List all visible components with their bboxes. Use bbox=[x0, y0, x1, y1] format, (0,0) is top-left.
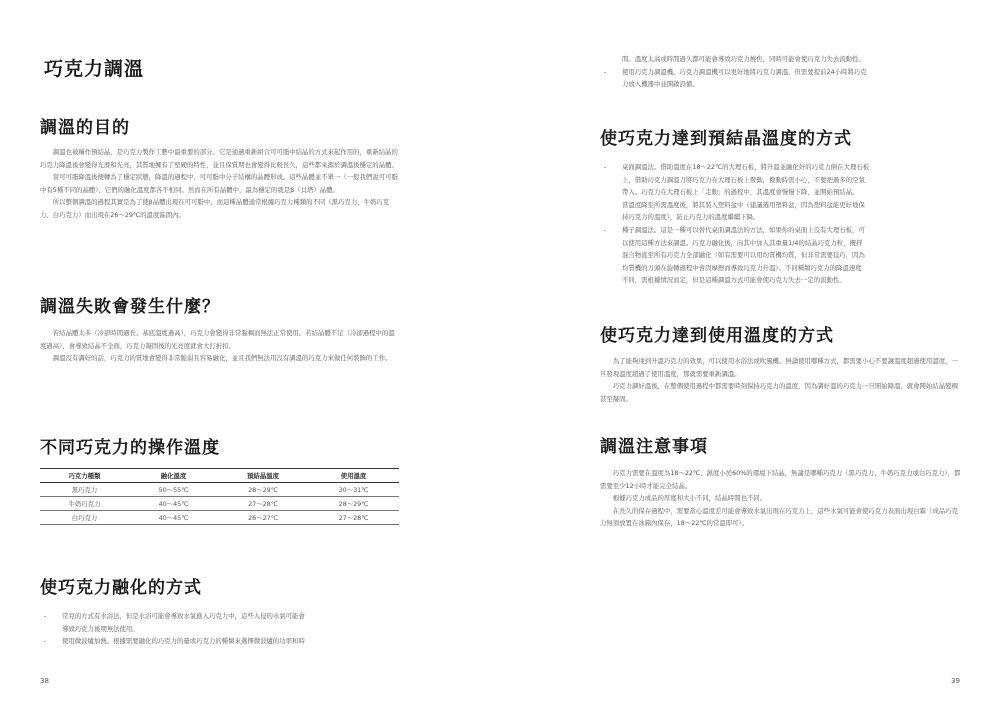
section-body-purpose bbox=[40, 146, 400, 222]
list-item-line: 種子調溫法。這是一種可以替代桌面調溫法的方法，如果你的桌面上沒有大理石板，可 bbox=[622, 225, 865, 234]
section-heading-notes: 調溫注意事項 bbox=[600, 437, 708, 457]
column-header: 使用溫度 bbox=[308, 469, 399, 483]
list-item-line: 常見的方式有水浴法，但是水浴可能會導致水氣進入巧克力中，這些入侵的水氣可能會 bbox=[62, 612, 305, 620]
list-item bbox=[600, 66, 965, 91]
paragraph: 若結晶體太多（冷卻時間過長、基底溫度過高），巧克力會變得非常黏稠而無法正常使用。若結晶體不足（冷卻過程中的溫度過高），會導致結晶不全面，巧克力凝固後的光亮度就會大打折扣。 bbox=[40, 329, 395, 350]
section-heading-failure: 調溫失敗會發生什麼？ bbox=[40, 297, 220, 317]
continued-list bbox=[600, 53, 965, 91]
table-cell: 28～29℃ bbox=[218, 483, 308, 497]
paragraph: 調溫沒有調好的話，巧克力的質地會變得非常脆弱且容易融化，並且我們無法用沒有調溫的巧克力來做任何裝飾的工作。 bbox=[52, 354, 392, 363]
paragraph: 所以整個調溫的過程其實是為了使β晶體出現在可可脂中，而這種晶體通常根據巧克力種類的不同（黑巧克力、牛奶巧克力、白巧克力）而出現在26～29℃的溫度區間內。 bbox=[40, 198, 390, 219]
list-item-line: 不同，需根據情況而定，但是這種調溫方式可能會使巧克力失去一定的流動性。 bbox=[622, 276, 846, 285]
list-item bbox=[40, 635, 402, 648]
paragraph: 為了能夠達到升溫巧克力的效果，可以使用水浴法或吹風機。無論使用哪種方式，都需要小心不要讓溫度超過使用溫度，一旦發現溫度超過了使用溫度，那就需要重新調溫。 bbox=[600, 357, 958, 378]
list-item bbox=[600, 53, 965, 66]
list-item-line: 均質機的刀頭在旋轉過程中會因摩擦而導致巧克力升溫）。不同種類巧克力的降溫速度 bbox=[622, 263, 862, 272]
list-item bbox=[600, 224, 965, 287]
table-cell: 40～45℃ bbox=[129, 511, 218, 525]
section-heading-temperatures: 不同巧克力的操作溫度 bbox=[40, 438, 220, 458]
column-header: 預結晶溫度 bbox=[218, 469, 308, 483]
table-cell: 30～31℃ bbox=[308, 483, 399, 497]
table-cell: 牛奶巧克力 bbox=[40, 497, 129, 511]
list-item-line: 持巧克力的溫度），防止巧克力的溫度繼續下降。 bbox=[622, 213, 760, 222]
list-item-line: 上，借助巧克力調溫刀將巧克力在大理石板上撥動，撥動時需小心，不要把過多的空氣 bbox=[622, 175, 865, 184]
section-heading-working-temperature: 使巧克力達到使用溫度的方式 bbox=[600, 326, 834, 346]
table-cell: 白巧克力 bbox=[40, 511, 129, 525]
list-item-line: 間。溫度太高或時間過久都可能會導致巧克力燒焦，同時可能會使巧克力失去流動性。 bbox=[622, 55, 865, 63]
temperature-table bbox=[40, 468, 399, 525]
table-cell: 50～55℃ bbox=[129, 483, 218, 497]
section-heading-precrystallization: 使巧克力達到預結晶溫度的方式 bbox=[600, 129, 852, 149]
list-item-line: 導致巧克力後期無法使用。 bbox=[62, 624, 139, 633]
precrystallization-methods-list bbox=[600, 161, 965, 287]
page-title: 巧克力調溫 bbox=[44, 58, 145, 80]
table-cell: 27～28℃ bbox=[308, 511, 399, 525]
paragraph: 當可可脂降溫後便轉為了穩定狀態，降溫的過程中，可可脂中分子結構的晶體形成。這些晶體並不單一（一般我們說可可脂中有5種不同的晶體），它們的融化溫度都各不相同。然而在所有晶體中，最為穩定的就是β（貝塔）晶體。 bbox=[40, 173, 398, 194]
list-item-line: 使用巧克力調溫機。巧克力調溫機可以更好地將巧克力調溫，但需要提前24小時將巧克 bbox=[622, 67, 867, 76]
bullet-dash: - bbox=[604, 67, 607, 76]
table-cell: 黑巧克力 bbox=[40, 483, 129, 497]
list-item-line: 桌面調溫法。借助溫度在18～22℃的大理石板，將升溫並融化好的巧克力倒在大理石板 bbox=[622, 163, 870, 171]
list-item-line: 混合物直至所有巧克力全部融化（如有需要可以用均質機均質，但非常需要技巧，因為 bbox=[622, 251, 865, 260]
table-header-row bbox=[40, 469, 399, 483]
table-row bbox=[40, 483, 399, 497]
list-item bbox=[40, 610, 402, 635]
list-item-line: 使用微波爐加熱。根據需要融化的巧克力的量或巧克力的種類來選擇微波爐的功率和時 bbox=[62, 637, 305, 646]
table-cell: 40～45℃ bbox=[129, 497, 218, 511]
table-cell: 27～28℃ bbox=[218, 497, 308, 511]
column-header: 融化溫度 bbox=[129, 469, 218, 483]
list-item-line: 力放入機器中並開啟設備。 bbox=[622, 80, 699, 89]
table-row bbox=[40, 511, 399, 525]
list-item bbox=[600, 161, 965, 224]
column-header: 巧克力種類 bbox=[40, 469, 129, 483]
list-item-line: 帶入。巧克力在大理石板上「走動」的過程中，其溫度會慢慢下降，並開始預結晶。 bbox=[622, 188, 859, 197]
bullet-dash: - bbox=[604, 163, 607, 171]
section-heading-purpose: 調溫的目的 bbox=[40, 118, 130, 138]
table-cell: 28～29℃ bbox=[308, 497, 399, 511]
page-number: 38 bbox=[40, 677, 49, 685]
section-body-failure bbox=[40, 327, 400, 365]
list-item-line: 以使用這種方法來調溫。巧克力融化後，向其中加入其重量1/4的結晶巧克力粒，攪拌 bbox=[622, 238, 863, 247]
right-page bbox=[500, 0, 1000, 703]
paragraph: 在長久的保存過程中，需要當心溫度差可能會導致水氣出現在巧克力上，這些水氣可能會使巧克力表面出現白霜（成品巧克力無須放置在冰箱內保存，18～22℃的常溫即可）。 bbox=[600, 506, 958, 528]
section-body-notes bbox=[600, 467, 962, 530]
paragraph: 調溫也被稱作預結晶，是巧克力製作工藝中最重要的部分。它是通過重新組合可可脂中結晶的方式來起作用的，重新結晶的巧克力降溫後會變得光滑和光亮，其質地擁有了堅硬的特性，並且保質期也會變得比較長久，這些都來源於調溫後穩定的晶體。 bbox=[40, 148, 398, 169]
list-item-line: 當溫度降至所需溫度後，將其裝入塑料盆中（建議選用塑料盆，因為塑料盆能更好地保 bbox=[622, 200, 865, 209]
table-cell: 26～27℃ bbox=[218, 511, 308, 525]
section-heading-melting: 使巧克力融化的方式 bbox=[40, 578, 202, 598]
paragraph: 根據巧克力成品的厚度和大小不同，結晶時間也不同。 bbox=[612, 494, 767, 503]
section-body-working-temperature bbox=[600, 355, 962, 405]
page-number: 39 bbox=[951, 677, 960, 685]
paragraph: 巧克力需要在溫度為18～22℃、濕度小於60%的環境下結晶，無論是哪種巧克力（黑巧克力、牛奶巧克力或白巧克力），都需要至少12小時才能完全結晶。 bbox=[600, 469, 961, 490]
bullet-dash: - bbox=[44, 612, 47, 620]
bullet-dash: - bbox=[604, 225, 607, 234]
bullet-dash: - bbox=[44, 637, 47, 646]
melting-methods-list bbox=[40, 610, 402, 648]
paragraph: 巧克力調好溫後，在整個使用過程中都需要時刻保持巧克力的溫度，因為調好溫的巧克力一旦開始降溫，就會開始結晶變稠甚至凝固。 bbox=[600, 382, 958, 403]
table-row bbox=[40, 497, 399, 511]
